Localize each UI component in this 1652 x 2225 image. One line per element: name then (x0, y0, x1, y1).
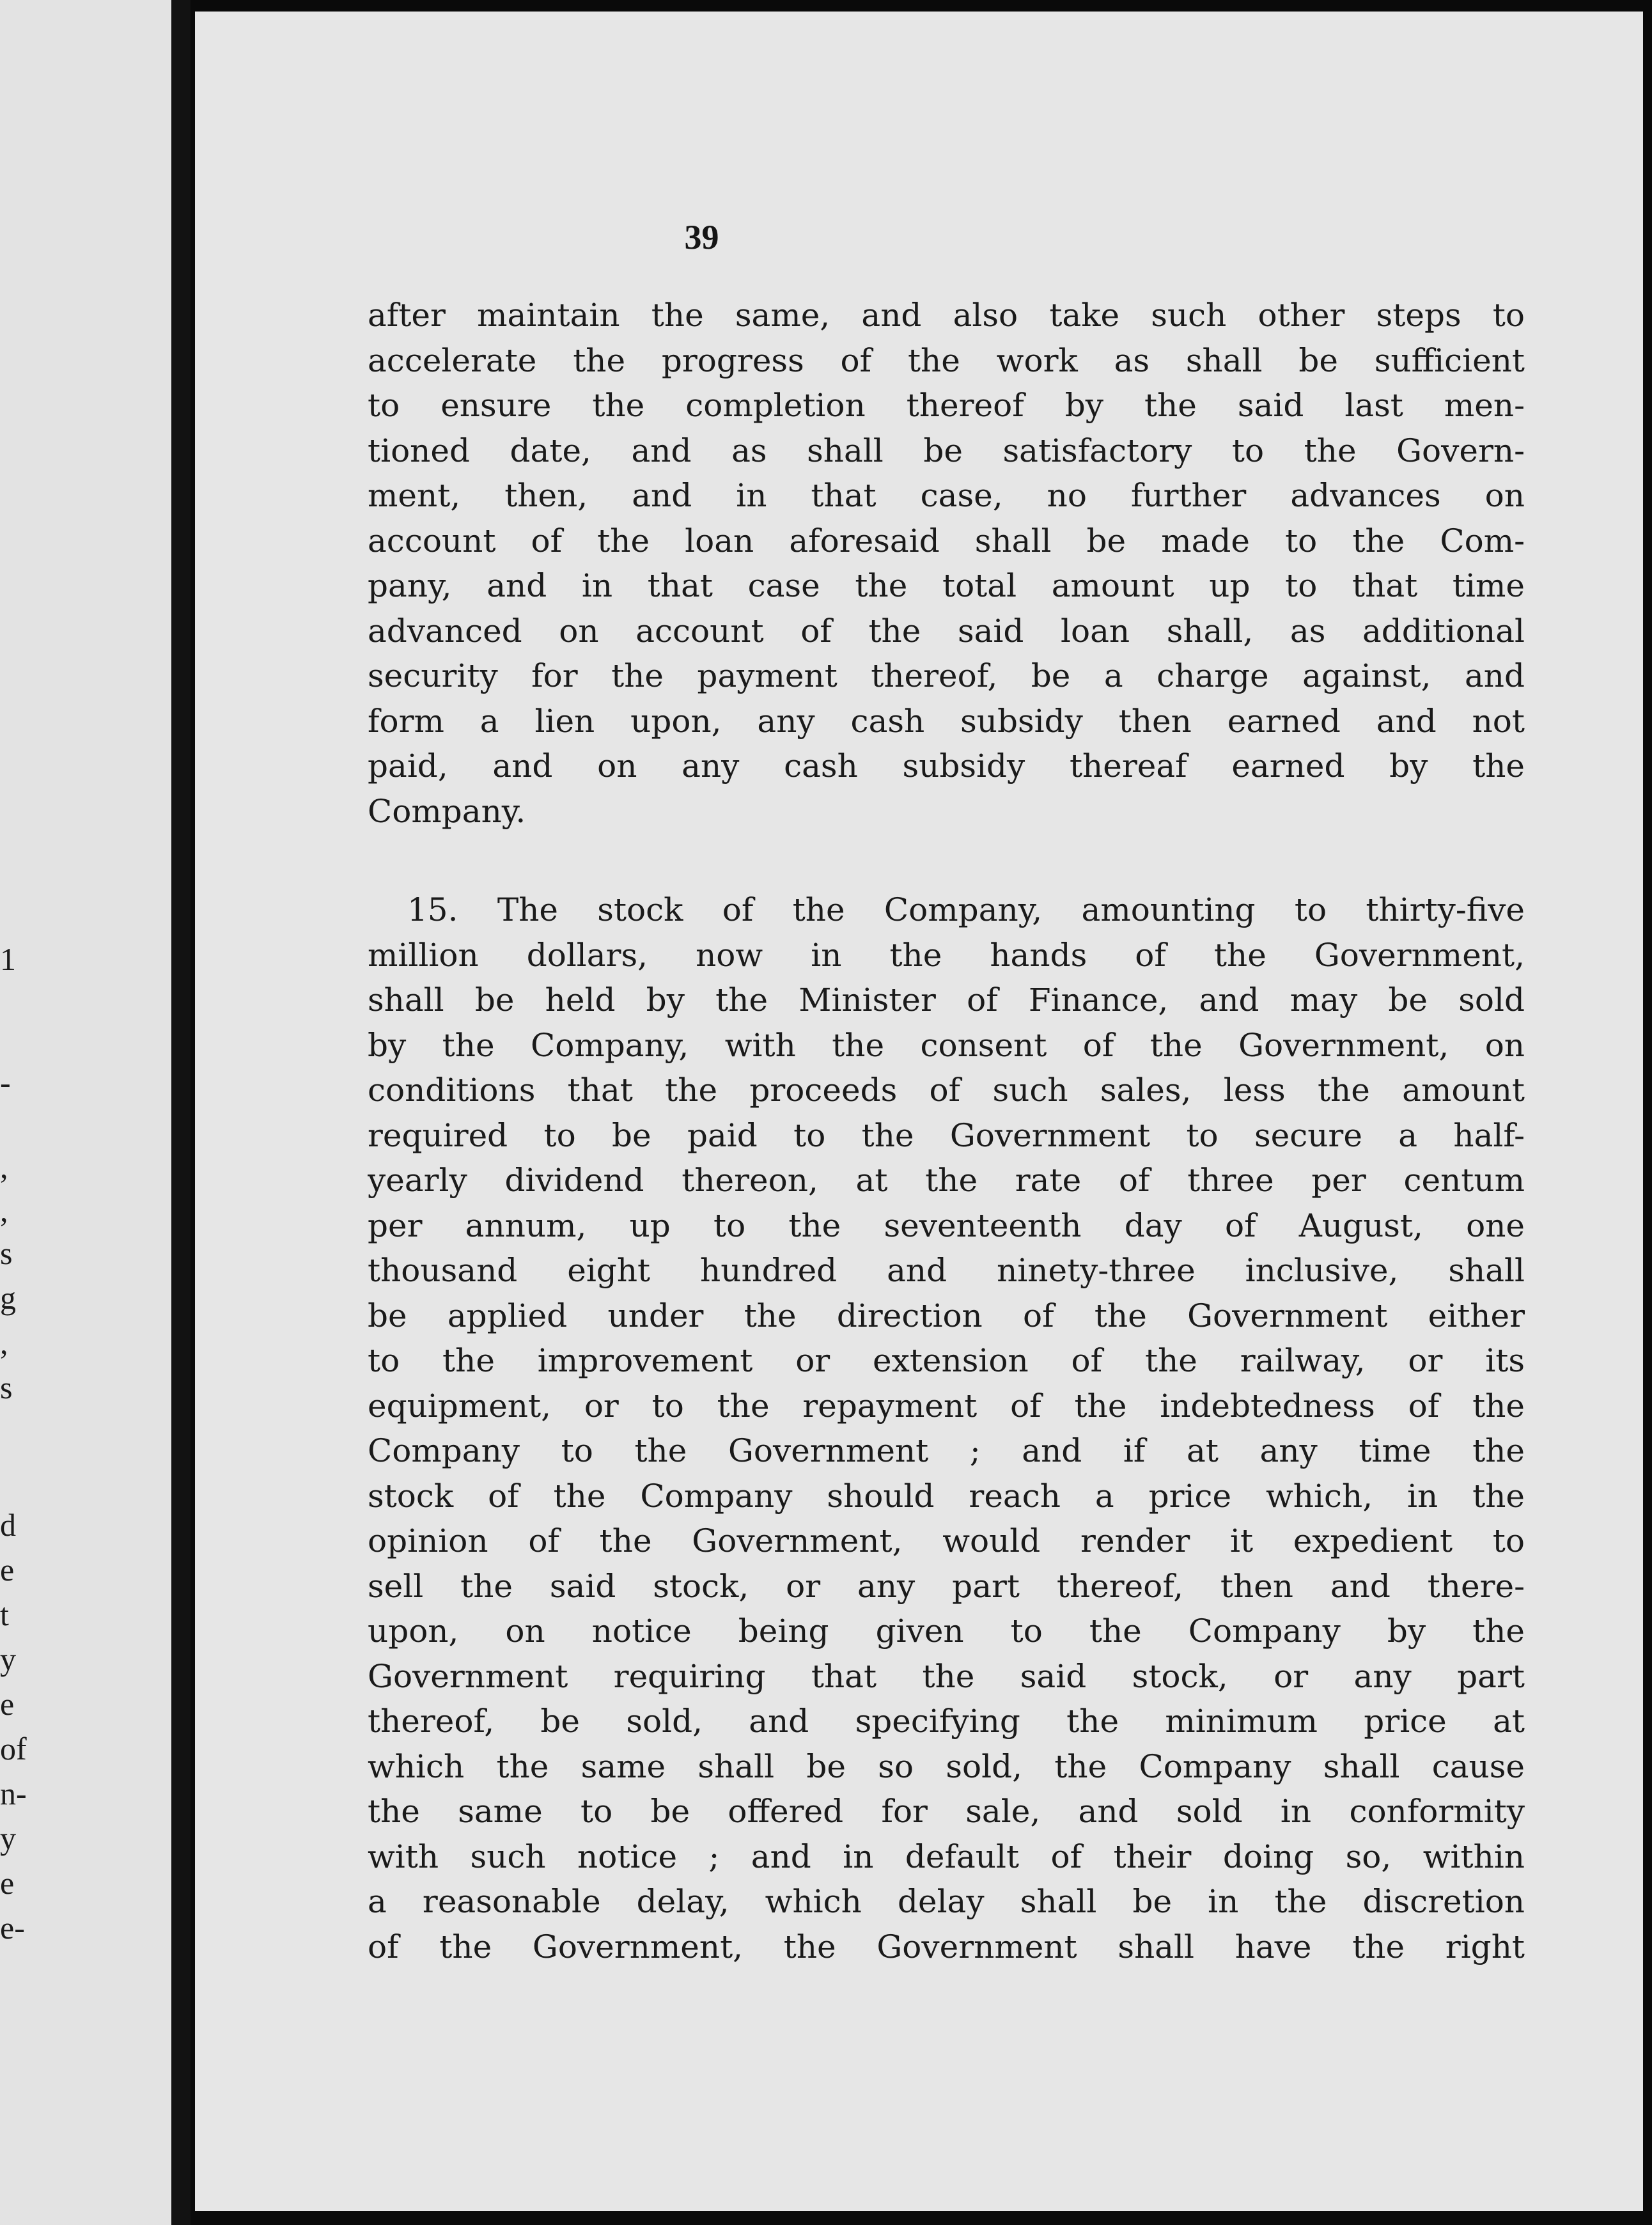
text-line: with such notice ; and in default of their doing so, within (368, 1838, 1525, 1875)
text-line: form a lien upon, any cash subsidy then earned and not (368, 702, 1525, 740)
page-number: 39 (684, 218, 719, 256)
text-line: accelerate the progress of the work as shall be sufficient (368, 341, 1525, 379)
text-line: Government requiring that the said stock, or any part (368, 1657, 1525, 1695)
left-page-fragment: of (0, 1731, 27, 1767)
text-line: per annum, up to the seventeenth day of August, one (368, 1206, 1525, 1244)
text-line: Company to the Government ; and if at any time the (368, 1432, 1525, 1469)
text-line: ment, then, and in that case, no further advances on (368, 477, 1525, 514)
text-line: the same to be offered for sale, and sold in conformity (368, 1793, 1525, 1830)
paragraph-continuation (368, 293, 1525, 834)
text-line: paid, and on any cash subsidy thereaf earned by the (368, 747, 1525, 785)
left-page-fragment: , (0, 1325, 8, 1361)
text-line: a reasonable delay, which delay shall be in the discretion (368, 1883, 1525, 1920)
text-line: pany, and in that case the total amount up to that time (368, 567, 1525, 604)
text-line: 15. The stock of the Company, amounting to thirty-five (407, 891, 1525, 928)
text-line: conditions that the proceeds of such sales, less the amount (368, 1072, 1525, 1109)
text-line: million dollars, now in the hands of the Government, (368, 936, 1525, 974)
left-page-fragment: s (0, 1235, 13, 1271)
text-line: to ensure the completion thereof by the said last men- (368, 387, 1525, 424)
text-line: thousand eight hundred and ninety-three inclusive, shall (368, 1252, 1525, 1289)
text-line: tioned date, and as shall be satisfactory to the Govern- (368, 432, 1525, 469)
text-line: account of the loan aforesaid shall be made to the Com- (368, 522, 1525, 559)
text-line: by the Company, with the consent of the Government, on (368, 1026, 1525, 1064)
text-line: after maintain the same, and also take such other steps to (368, 297, 1525, 334)
text-line: shall be held by the Minister of Finance, and may be sold (368, 981, 1525, 1019)
left-page-fragment: 1 (0, 941, 16, 977)
text-line: required to be paid to the Government to secure a half- (368, 1116, 1525, 1154)
text-line: thereof, be sold, and specifying the minimum price at (368, 1703, 1525, 1740)
left-page-fragment: e (0, 1865, 15, 1901)
left-page-fragment: n- (0, 1776, 27, 1811)
left-page-fragment: y (0, 1641, 16, 1677)
text-line: opinion of the Government, would render it expedient to (368, 1522, 1525, 1559)
text-line: be applied under the direction of the Government either (368, 1297, 1525, 1334)
left-page-fragment: t (0, 1597, 9, 1632)
previous-page-edge (0, 0, 173, 2225)
document-page (195, 12, 1643, 2211)
text-line: security for the payment thereof, be a charge against, and (368, 657, 1525, 694)
text-line: sell the said stock, or any part thereof, then and there- (368, 1567, 1525, 1605)
text-line: of the Government, the Government shall have the right (368, 1928, 1525, 1965)
text-line: stock of the Company should reach a price which, in the (368, 1477, 1525, 1515)
text-line: to the improvement or extension of the railway, or its (368, 1342, 1525, 1379)
book-gutter (171, 0, 191, 2225)
left-page-fragment: e (0, 1686, 15, 1722)
text-line: upon, on notice being given to the Company by the (368, 1612, 1525, 1650)
section-15-paragraph (368, 887, 1525, 1969)
text-line: which the same shall be so sold, the Company shall cause (368, 1747, 1525, 1785)
left-page-fragment: g (0, 1280, 16, 1316)
left-page-fragment: e- (0, 1910, 25, 1946)
text-line: Company. (368, 792, 526, 830)
left-page-fragment: - (0, 1065, 11, 1100)
left-page-fragment: y (0, 1820, 16, 1856)
text-line: equipment, or to the repayment of the indebtedness of the (368, 1387, 1525, 1425)
left-page-fragment: e (0, 1552, 15, 1588)
left-page-fragment: s (0, 1370, 13, 1405)
left-page-fragment: , (0, 1192, 8, 1228)
left-page-fragment: d (0, 1507, 16, 1543)
text-line: advanced on account of the said loan shall, as additional (368, 612, 1525, 650)
text-line: yearly dividend thereon, at the rate of three per centum (368, 1162, 1525, 1199)
left-page-fragment: , (0, 1149, 8, 1185)
